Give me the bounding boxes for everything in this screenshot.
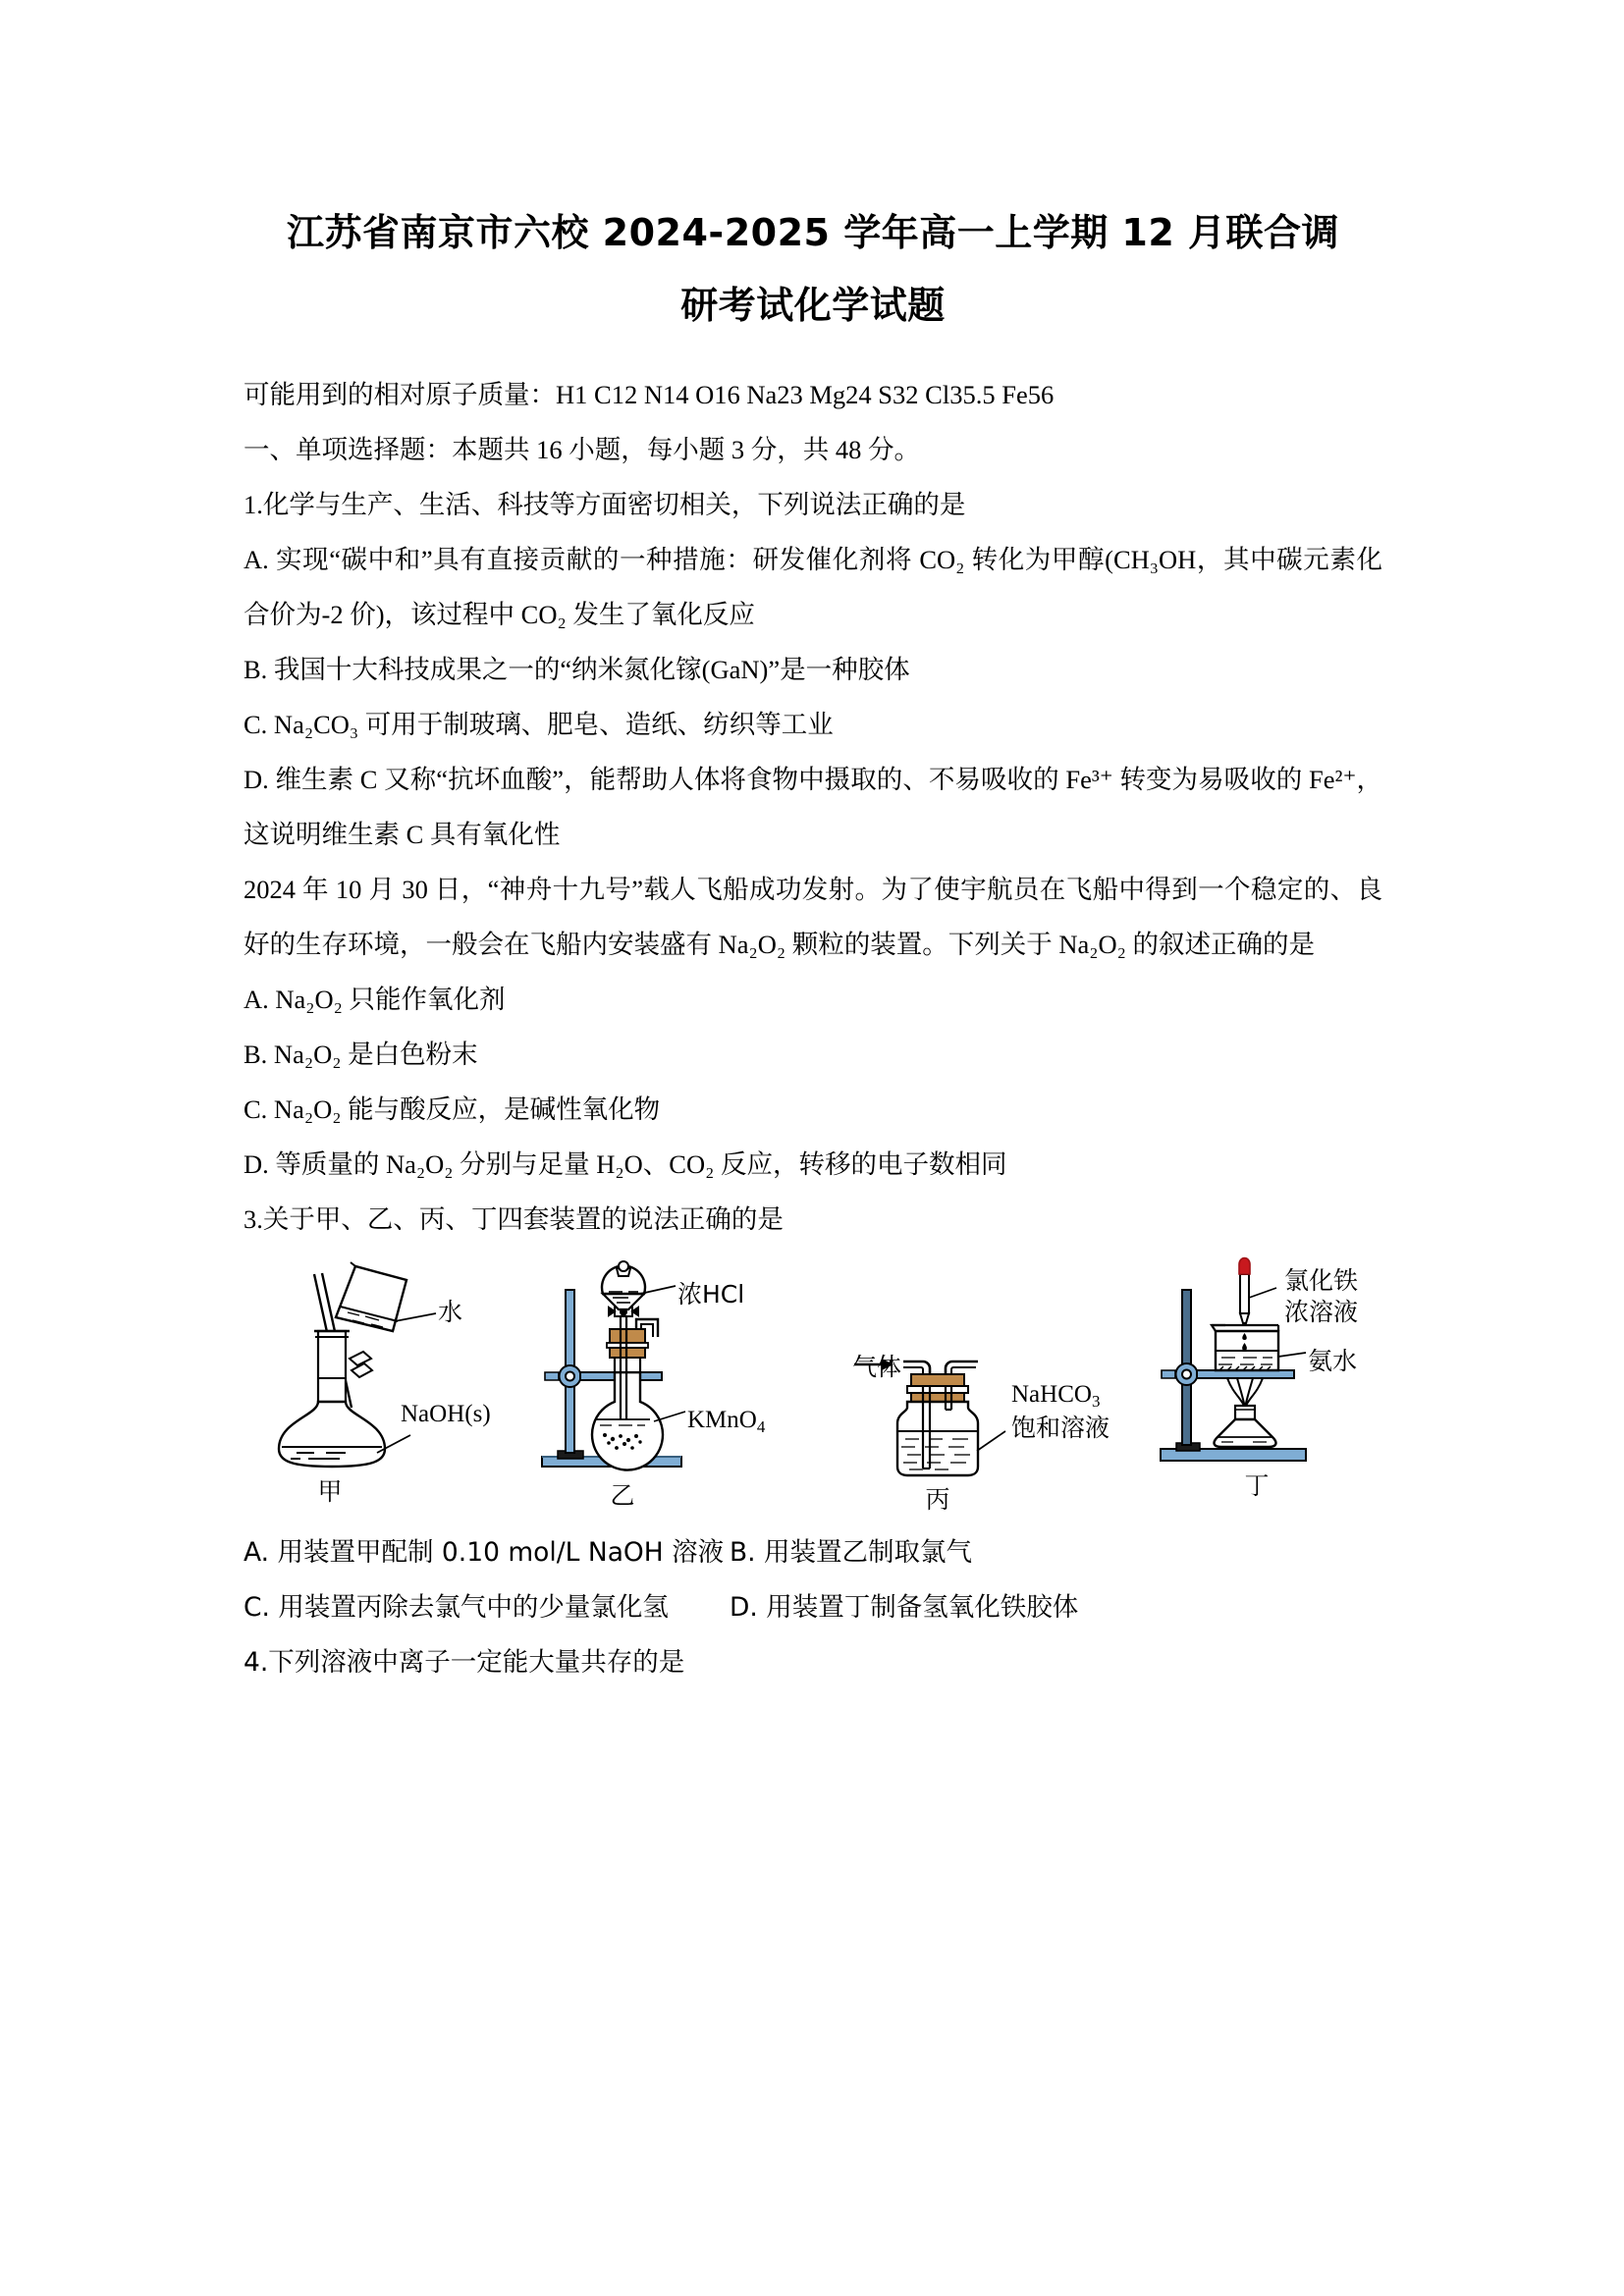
label-kmno4: KMnO$_4$ [687, 1407, 766, 1436]
question-3-stem [244, 1192, 1382, 1247]
label-gas-inlet: 气体 [852, 1353, 902, 1381]
question-1-stem [244, 477, 1382, 532]
atomic-masses-line: 可能用到的相对原子质量：H1 C12 N14 O16 Na23 Mg24 S32 Cl35.5 Fe56 [244, 380, 1055, 409]
question-3-options-row-2 [244, 1580, 1382, 1635]
question-1-option-d: D. 维生素 C 又称“抗坏血酸”，能帮助人体将食物中摄取的、不易吸收的 Fe³⁺ 转变为易吸收的 Fe²⁺，这说明维生素 C 具有氧化性 [244, 765, 1382, 849]
apparatus-jia [253, 1260, 499, 1506]
label-naoh-solid: NaOH(s) [401, 1401, 491, 1427]
label-saturated-solution: 饱和溶液 [1011, 1414, 1110, 1442]
label-water-jia: 水 [438, 1298, 463, 1326]
label-ferric-chloride: 氯化铁 [1284, 1266, 1359, 1295]
q4-text: 下列溶液中离子一定能大量共存的是 [268, 1647, 685, 1678]
question-3-options-row-1 [244, 1525, 1382, 1580]
apparatus-figure-row [244, 1260, 1382, 1516]
question-2-stem: 2024 年 10 月 30 日，“神舟十九号”载人飞船成功发射。为了使宇航员在飞船中得到一个稳定的、良好的生存环境，一般会在飞船内安装盛有 Na₂O₂ 颗粒的装置。下列关于 Na₂O₂ 的叙述正确的是 [244, 875, 1382, 959]
question-4-stem [244, 1635, 1382, 1690]
question-2-option-c: C. Na₂O₂ 能与酸反应，是碱性氧化物 [244, 1095, 661, 1124]
page-content [244, 196, 1382, 1690]
q3-number: 3. [244, 1204, 263, 1234]
page-title-line1: 江苏省南京市六校 2024-2025 学年高一上学期 12 月联合调 [286, 211, 1340, 254]
caption-yi: 乙 [610, 1483, 635, 1510]
question-3-option-c: C. 用装置丙除去氯气中的少量氯化氢 [244, 1592, 669, 1623]
question-2-option-a: A. Na₂O₂ 只能作氧化剂 [244, 985, 506, 1014]
caption-ding: 丁 [1244, 1473, 1270, 1500]
q4-number: 4. [244, 1647, 269, 1678]
question-1-option-c: C. Na₂CO₃ 可用于制玻璃、肥皂、造纸、纺织等工业 [244, 710, 834, 739]
question-1-option-a: A. 实现“碳中和”具有直接贡献的一种措施：研发催化剂将 CO₂ 转化为甲醇(CH₃OH，其中碳元素化合价为-2 价)，该过程中 CO₂ 发生了氧化反应 [244, 545, 1382, 629]
question-3-option-d: D. 用装置丁制备氢氧化铁胶体 [730, 1592, 1079, 1623]
label-concentrated-hcl: 浓HCl [677, 1280, 745, 1308]
question-3-option-a: A. 用装置甲配制 0.10 mol/L NaOH 溶液 [244, 1537, 725, 1568]
question-3-option-b: B. 用装置乙制取氯气 [730, 1537, 973, 1568]
question-2-option-d: D. 等质量的 Na₂O₂ 分别与足量 H₂O、CO₂ 反应，转移的电子数相同 [244, 1149, 1007, 1179]
question-2-option-b: B. Na₂O₂ 是白色粉末 [244, 1040, 478, 1069]
section-one-heading: 一、单项选择题：本题共 16 小题，每小题 3 分，共 48 分。 [244, 435, 920, 464]
q1-text: 化学与生产、生活、科技等方面密切相关，下列说法正确的是 [262, 490, 966, 519]
question-1-option-b: B. 我国十大科技成果之一的“纳米氮化镓(GaN)”是一种胶体 [244, 655, 910, 684]
label-ammonia-water: 氨水 [1308, 1347, 1358, 1375]
page-title-line2: 研考试化学试题 [680, 284, 946, 327]
label-concentrated-solution: 浓溶液 [1284, 1298, 1359, 1326]
q3-text: 关于甲、乙、丙、丁四套装置的说法正确的是 [262, 1204, 784, 1234]
caption-bing: 丙 [925, 1487, 950, 1514]
label-nahco3: NaHCO$_3$ [1011, 1381, 1101, 1411]
q1-number: 1. [244, 490, 263, 519]
caption-jia: 甲 [317, 1479, 343, 1506]
